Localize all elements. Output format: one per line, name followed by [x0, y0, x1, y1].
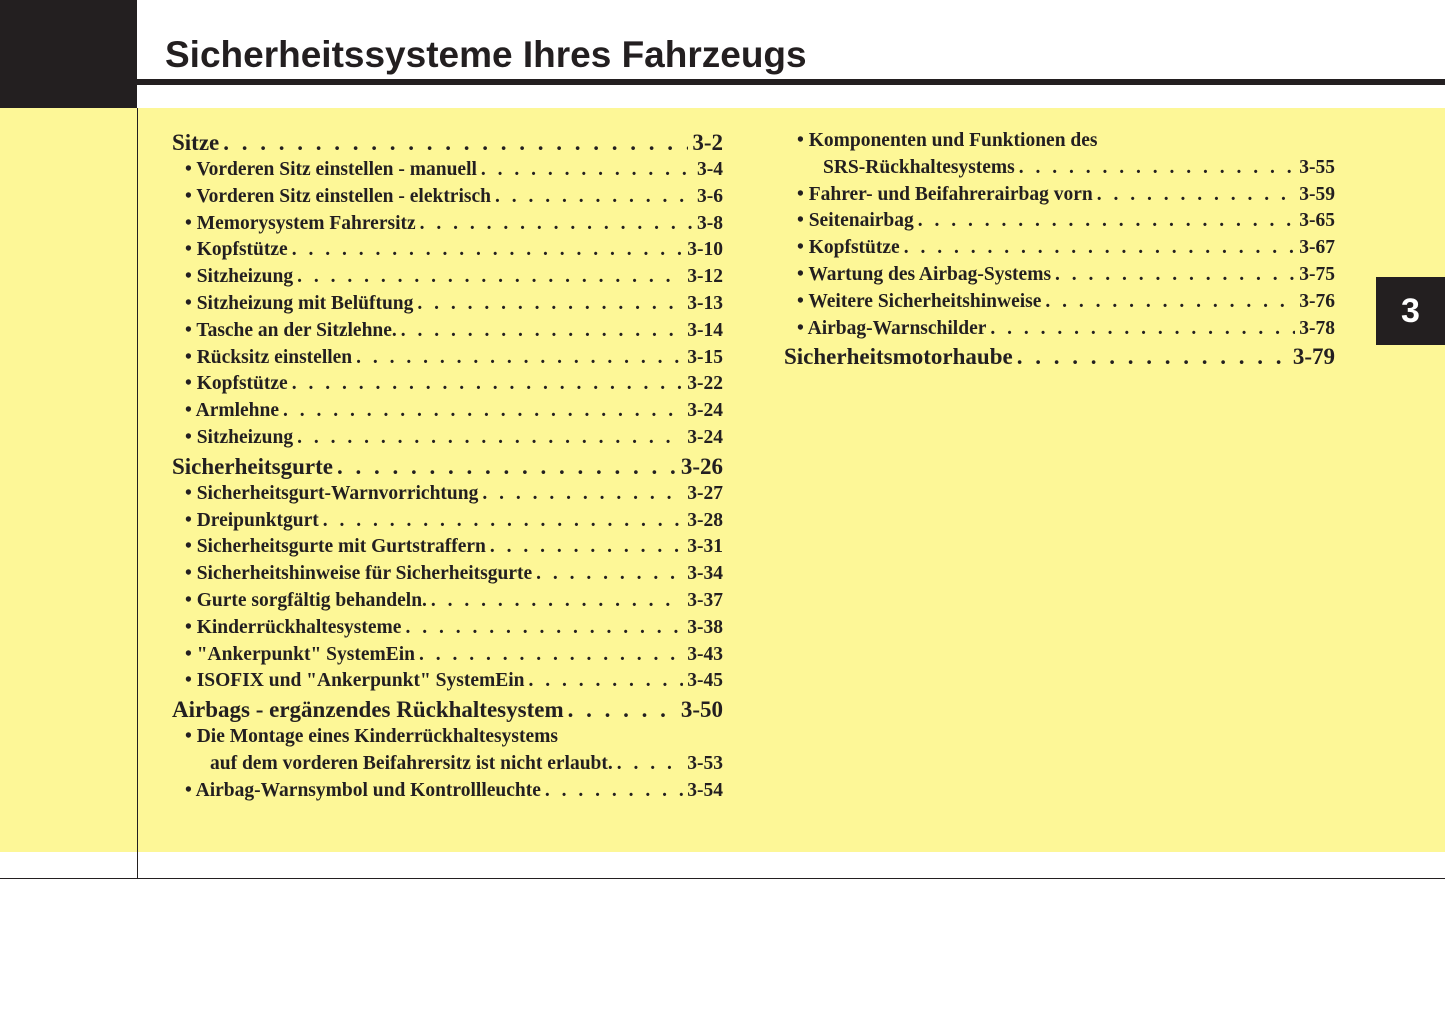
- toc-entry-label: • Armlehne: [185, 400, 280, 422]
- toc-page-number: 3-14: [687, 319, 723, 341]
- toc-page-number: 3-75: [1299, 263, 1335, 285]
- bottom-rule: [0, 878, 1445, 879]
- toc-entry: [172, 726, 723, 753]
- toc-entry[interactable]: [172, 239, 723, 266]
- toc-page-number: 3-12: [687, 266, 723, 288]
- toc-page-number: 3-38: [687, 616, 723, 638]
- toc-entry-label: • Kopfstütze: [185, 239, 288, 261]
- toc-entry-label: • Airbag-Warnschilder: [797, 317, 987, 339]
- toc-entry[interactable]: [172, 266, 723, 293]
- toc-entry[interactable]: [172, 347, 723, 374]
- toc-page-number: 3-53: [687, 752, 723, 774]
- toc-page-number: 3-79: [1292, 344, 1335, 370]
- toc-dot-leader: [405, 617, 683, 639]
- toc-page-number: 3-55: [1299, 156, 1335, 178]
- toc-entry[interactable]: [784, 318, 1335, 345]
- toc-page-number: 3-2: [692, 130, 723, 155]
- toc-dot-leader: [431, 590, 683, 612]
- toc-entry[interactable]: [172, 536, 723, 563]
- toc-dot-leader: [490, 536, 683, 558]
- toc-entry[interactable]: [172, 563, 723, 590]
- toc-entry[interactable]: [172, 670, 723, 697]
- toc-entry[interactable]: [784, 157, 1335, 184]
- toc-page-number: 3-24: [687, 400, 723, 422]
- toc-dot-leader: [1017, 344, 1289, 370]
- toc-entry[interactable]: [172, 483, 723, 510]
- toc-entry-label: • Airbag-Warnsymbol und Kontrollleuchte: [185, 779, 541, 801]
- toc-entry-label: • Seitenairbag: [797, 210, 914, 232]
- chapter-tab[interactable]: 3: [1376, 277, 1445, 345]
- toc-entry[interactable]: [784, 210, 1335, 237]
- toc-entry-label: • "Ankerpunkt" SystemEin: [185, 643, 416, 665]
- toc-entry-label: Sitze: [172, 130, 220, 155]
- toc-entry-label: • Vorderen Sitz einstellen - elektrisch: [185, 185, 491, 207]
- toc-dot-leader: [918, 210, 1295, 232]
- toc-entry[interactable]: [172, 780, 723, 807]
- toc-dot-leader: [283, 400, 683, 422]
- toc-entry[interactable]: [784, 291, 1335, 318]
- toc-entry-label: • Rücksitz einstellen: [185, 346, 353, 368]
- toc-entry-label: • Vorderen Sitz einstellen - manuell: [185, 159, 477, 180]
- toc-section-entry[interactable]: [784, 344, 1335, 373]
- toc-entry-label: • Sicherheitshinweise für Sicherheitsgurte: [185, 563, 533, 585]
- toc-dot-leader: [223, 130, 688, 156]
- toc-entry-label: Airbags - ergänzendes Rückhaltesystem: [172, 697, 564, 723]
- toc-dot-leader: [617, 753, 683, 775]
- toc-entry-label: • Dreipunktgurt: [185, 509, 319, 531]
- margin-rule: [137, 108, 138, 879]
- toc-entry[interactable]: [172, 373, 723, 400]
- toc-dot-leader: [297, 266, 683, 288]
- toc-page-number: 3-13: [687, 292, 723, 314]
- toc-page-number: 3-31: [687, 536, 723, 558]
- toc-page-number: 3-50: [680, 697, 723, 723]
- toc-dot-leader: [1097, 184, 1296, 206]
- toc-page-number: 3-43: [687, 643, 723, 665]
- toc-dot-leader: [990, 318, 1295, 340]
- toc-page-number: 3-10: [687, 239, 723, 261]
- toc-page-number: 3-26: [680, 453, 723, 479]
- toc-dot-leader: [323, 510, 683, 532]
- toc-entry[interactable]: [172, 753, 723, 780]
- toc-entry[interactable]: [784, 237, 1335, 264]
- toc-entry: [784, 130, 1335, 157]
- toc-dot-leader: [481, 159, 693, 181]
- toc-entry-label: auf dem vorderen Beifahrersitz ist nicht erlaubt.: [210, 752, 613, 774]
- toc-entry-label: • Kopfstütze: [185, 373, 288, 395]
- toc-page-number: 3-27: [687, 482, 723, 504]
- toc-entry-label: • Sicherheitsgurte mit Gurtstraffern: [185, 536, 486, 558]
- toc-entry-label: • Tasche an der Sitzlehne.: [185, 319, 397, 341]
- toc-entry-label: • Sitzheizung: [185, 426, 294, 448]
- toc-page-number: 3-65: [1299, 210, 1335, 232]
- toc-page-number: 3-24: [687, 426, 723, 448]
- title-rule: [137, 79, 1445, 85]
- toc-dot-leader: [482, 483, 683, 505]
- toc-entry[interactable]: [172, 510, 723, 537]
- page-title: Sicherheitssysteme Ihres Fahrzeugs: [165, 34, 807, 75]
- toc-section-entry[interactable]: [172, 454, 723, 483]
- toc-entry[interactable]: [172, 400, 723, 427]
- toc-dot-leader: [337, 454, 677, 480]
- toc-entry[interactable]: [172, 427, 723, 454]
- toc-dot-leader: [419, 644, 683, 666]
- toc-page-number: 3-37: [687, 589, 723, 611]
- toc-left-column: [172, 130, 723, 807]
- toc-entry[interactable]: [784, 184, 1335, 211]
- toc-entry-label: • Gurte sorgfältig behandeln.: [185, 589, 427, 611]
- toc-entry[interactable]: [172, 617, 723, 644]
- toc-page-number: 3-8: [697, 212, 723, 234]
- toc-entry[interactable]: [172, 590, 723, 617]
- chapter-corner-block: [0, 0, 137, 108]
- toc-dot-leader: [1019, 157, 1295, 179]
- toc-entry[interactable]: [172, 213, 723, 240]
- toc-entry-label: • Sitzheizung: [185, 266, 294, 288]
- toc-dot-leader: [297, 427, 683, 449]
- toc-section-entry[interactable]: [172, 697, 723, 726]
- toc-dot-leader: [356, 347, 683, 369]
- toc-dot-leader: [401, 320, 683, 342]
- toc-entry-label: • Wartung des Airbag-Systems: [797, 263, 1052, 285]
- toc-page-number: 3-6: [697, 185, 723, 207]
- toc-entry-label: • Komponenten und Funktionen des: [797, 130, 1098, 151]
- toc-page-number: 3-45: [687, 670, 723, 692]
- toc-dot-leader: [529, 670, 684, 692]
- toc-entry-label: • Sicherheitsgurt-Warnvorrichtung: [185, 482, 479, 504]
- toc-dot-leader: [545, 780, 683, 802]
- toc-entry-label: • Memorysystem Fahrersitz: [185, 212, 416, 234]
- toc-dot-leader: [568, 697, 677, 723]
- toc-entry[interactable]: [784, 264, 1335, 291]
- toc-page-number: 3-4: [697, 159, 723, 180]
- toc-entry-label: • Kinderrückhaltesysteme: [185, 616, 402, 638]
- toc-page-number: 3-67: [1299, 237, 1335, 259]
- toc-dot-leader: [1055, 264, 1295, 286]
- toc-right-column: [784, 130, 1335, 373]
- toc-entry-label: Sicherheitsmotorhaube: [784, 344, 1013, 370]
- toc-entry-label: • Fahrer- und Beifahrerairbag vorn: [797, 183, 1093, 205]
- toc-page-number: 3-15: [687, 346, 723, 368]
- toc-page-number: 3-34: [687, 563, 723, 585]
- toc-dot-leader: [536, 563, 683, 585]
- toc-entry[interactable]: [172, 320, 723, 347]
- toc-entry[interactable]: [172, 186, 723, 213]
- toc-entry[interactable]: [172, 644, 723, 671]
- toc-page-number: 3-28: [687, 509, 723, 531]
- toc-page-number: 3-59: [1299, 183, 1335, 205]
- toc-entry-label: SRS-Rückhaltesystems: [823, 156, 1015, 178]
- toc-entry-label: • Die Montage eines Kinderrückhaltesystems: [185, 726, 558, 748]
- toc-page-number: 3-54: [687, 779, 723, 801]
- toc-entry-label: • Kopfstütze: [797, 237, 900, 259]
- toc-entry-label: • Sitzheizung mit Belüftung: [185, 292, 414, 314]
- toc-dot-leader: [1045, 291, 1295, 313]
- toc-entry-label: • Weitere Sicherheitshinweise: [797, 290, 1042, 312]
- toc-dot-leader: [904, 237, 1296, 259]
- toc-entry-label: • ISOFIX und "Ankerpunkt" SystemEin: [185, 670, 525, 692]
- toc-page-number: 3-22: [687, 373, 723, 395]
- toc-dot-leader: [420, 213, 693, 235]
- toc-dot-leader: [417, 293, 683, 315]
- toc-dot-leader: [292, 239, 684, 261]
- toc-dot-leader: [495, 186, 693, 208]
- toc-dot-leader: [292, 373, 684, 395]
- toc-page-number: 3-76: [1299, 290, 1335, 312]
- toc-entry[interactable]: [172, 159, 723, 186]
- toc-entry-label: Sicherheitsgurte: [172, 453, 333, 479]
- toc-entry[interactable]: [172, 293, 723, 320]
- toc-page-number: 3-78: [1299, 317, 1335, 339]
- toc-section-entry[interactable]: [172, 130, 723, 159]
